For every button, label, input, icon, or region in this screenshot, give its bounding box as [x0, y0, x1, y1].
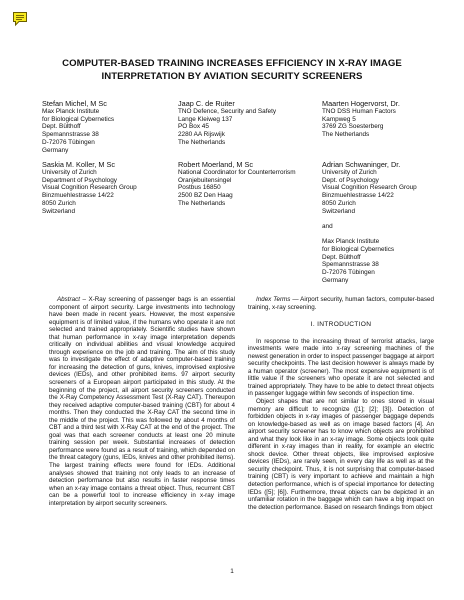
affiliation-line: Binzmuehlestrasse 14/22 [42, 192, 114, 200]
affiliation-line: Department of Psychology [42, 176, 117, 184]
intro-paragraph-1: In response to the increasing threat of terrorist attacks, large investments were made into x-ray screening machines of the newest generation in order to inspect passenger baggage at airport security checkpoints. The last decision however is always made by a human operator (screener). The most expensive equipment is of little value if the screeners who operate it are not selected and trained appropriately. They have to be able to detect threat objects in passenger luggage within few seconds of inspection time. [248, 337, 434, 398]
author-block-5 [178, 160, 296, 208]
affiliation-line: Dept. Bülthoff [42, 123, 81, 131]
author-block-1 [42, 99, 114, 154]
affiliation-line: The Netherlands [322, 131, 370, 139]
affiliation-line: Kampweg 5 [322, 115, 356, 123]
affiliation-line: Visual Cognition Research Group [42, 184, 137, 192]
abstract-paragraph [49, 296, 235, 507]
index-terms-label: Index Terms [256, 296, 291, 303]
affiliation-line: Max Planck Institute [42, 108, 100, 115]
affiliation-line: Switzerland [42, 207, 76, 215]
affiliation-line: Germany [322, 276, 349, 284]
author-block-3 [322, 99, 400, 139]
abstract-column [49, 296, 235, 507]
affiliation-line: D-72076 Tübingen [322, 269, 375, 277]
affiliation-line: TNO DSS Human Factors [322, 108, 396, 115]
author-block-6 [322, 160, 417, 285]
blank-line [322, 231, 417, 239]
affiliation-line: Max Planck Institute [322, 238, 380, 246]
affiliation-line: 3769 ZG Soesterberg [322, 123, 384, 131]
affiliation-line: Lange Kleiweg 137 [178, 115, 233, 123]
affiliation-line: University of Zurich [322, 169, 377, 176]
affiliation-line: for Biological Cybernetics [322, 246, 395, 253]
affiliation-line: The Netherlands [178, 138, 226, 146]
affiliation-line: The Netherlands [178, 199, 226, 207]
affiliation-line: Binzmuehlestrasse 14/22 [322, 192, 394, 200]
affiliation-line: D-72076 Tübingen [42, 138, 95, 146]
author-block-2 [178, 99, 276, 147]
author-name: Adrian Schwaninger, Dr. [322, 160, 401, 169]
affiliation-line: PO Box 45 [178, 123, 209, 131]
affiliation-line: 8050 Zurich [322, 199, 356, 207]
affiliation-line: Germany [42, 146, 69, 154]
section-heading-introduction: I. INTRODUCTION [310, 321, 372, 329]
affiliation-line: 2280 AA Rijswijk [178, 131, 225, 139]
affiliation-line: Postbus 16850 [178, 184, 221, 192]
author-name: Saskia M. Koller, M Sc [42, 160, 115, 169]
author-block-4 [42, 160, 137, 215]
affiliation-line: 2500 BZ Den Haag [178, 192, 233, 200]
affiliation-line: Switzerland [322, 207, 356, 215]
intro-column [248, 296, 434, 511]
affiliation-line: Visual Cognition Research Group [322, 184, 417, 192]
author-name: Robert Moerland, M Sc [178, 160, 254, 169]
affiliation-line: for Biological Cybernetics [42, 115, 115, 123]
affiliation-line: University of Zurich [42, 169, 97, 176]
title-line-1: COMPUTER-BASED TRAINING INCREASES EFFICIENCY IN X-RAY IMAGE [62, 58, 402, 69]
affiliation-line: Spemannstrasse 38 [42, 131, 99, 139]
affiliation-line: National Coordinator for Counterterrorism [178, 169, 296, 176]
affiliation-line: TNO Defence, Security and Safety [178, 108, 277, 115]
affiliation-line: Oranjebuitensingel [178, 176, 232, 184]
blank-line [322, 215, 417, 223]
affiliation-line: Dept. Bülthoff [322, 253, 361, 261]
author-name: Maarten Hogervorst, Dr. [322, 99, 400, 108]
affiliation-line: Spemannstrasse 38 [322, 261, 379, 269]
page-number: 1 [230, 568, 234, 575]
author-name: Jaap C. de Ruiter [178, 99, 235, 108]
paper-title [20, 57, 444, 83]
comment-note-icon[interactable] [12, 11, 28, 27]
author-name: Stefan Michel, M Sc [42, 99, 107, 108]
title-line-2: INTERPRETATION BY AVIATION SECURITY SCREENERS [101, 71, 363, 82]
abstract-label: Abstract [57, 296, 80, 303]
abstract-text: – X-Ray screening of passenger bags is an essential component of airport security. Large investments into technology have been made in recent years. However, the most expensive equipment is of limited value, if the humans who operate it are not selected and trained appropriately. Scientific studies have shown that human performance in x-ray image interpretation depends critically on individual abilities and visual knowledge acquired through experience on the job and training. The aim of this study was to investigate the effect of adaptive computer-based training for increasing the detection of guns, knives, improvised explosive devices (IEDs), and other prohibited items. 97 airport security screeners of a European airport participated in this study. At the beginning of the project, all airport security screeners conducted the X-Ray Competency Assessment Test (X-Ray CAT). Thereupon they received adaptive computer-based training (CBT) for about 4 months. Then they conducted the X-Ray CAT the second time in the middle of the project. This was followed by about 4 months of CBT and a third test with X-Ray CAT at the end of the project. The goal was that each screener conducts at least one 20 minute training session per week. Substantial increases of detection performance were found as a result of training, which depended on the threat category (guns, IEDs, knives and other prohibited items). The largest training effects were found for IEDs. Additional analyses showed that training not only leads to an increase of detection performance but also results in faster response times when an x-ray image contains a threat object. Thus, recurrent CBT can be a powerful tool to increase efficiency in x-ray image interpretation by airport security screeners. [49, 296, 235, 507]
affiliation-line: Dept. of Psychology [322, 176, 379, 184]
intro-paragraph-2: Object shapes that are not similar to ones stored in visual memory are difficult to recognize ([1]; [2]; [3]). Detection of forbidden objects in x-ray images of passenger baggage depends on knowledge-based as well as on image based factors [4]. An airport security screener has to know which objects are prohibited and what they look like in an x-ray image. Some objects look quite different in x-ray images than in reality, for example an electric shock device. Other threat objects, like improvised explosive devices (IEDs), are rarely seen, in every day life as well as at the security checkpoint. Thus, it is not surprising that computer-based training (CBT) is very important to achieve and maintain a high detection performance, which is of special importance for detecting IEDs ([5]; [6]). Furthermore, threat objects can be depicted in an unfamiliar rotation in the baggage which can have a big impact on the detection performance. Based on research findings from object [248, 398, 434, 511]
affiliation-line: and [322, 222, 333, 230]
index-terms-text: — Airport security, human factors, computer-based training, x-ray screening. [248, 296, 434, 311]
affiliation-line: 8050 Zurich [42, 199, 76, 207]
index-terms-paragraph [248, 296, 434, 311]
